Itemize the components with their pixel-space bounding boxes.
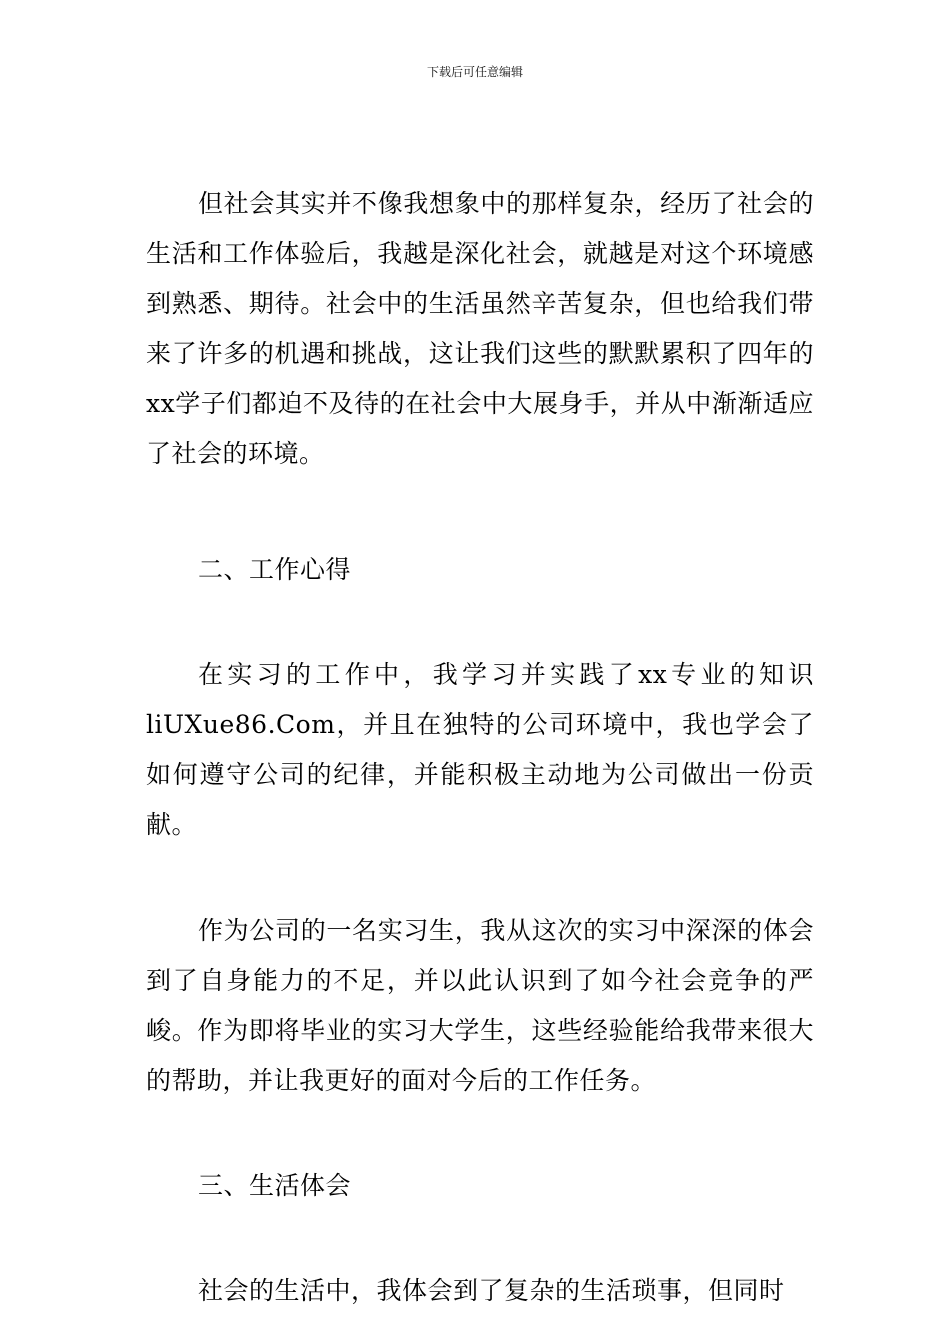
- body-paragraph: 但社会其实并不像我想象中的那样复杂，经历了社会的生活和工作体验后，我越是深化社会，就越是对这个环境感到熟悉、期待。社会中的生活虽然辛苦复杂，但也给我们带来了许多的机遇和挑战，这让我们这些的默默累积了四年的xx学子们都迫不及待的在社会中大展身手，并从中渐渐适应了社会的环境。: [146, 189, 814, 468]
- body-paragraph: 社会的生活中，我体会到了复杂的生活琐事，但同时: [198, 1276, 785, 1305]
- section-heading-life: 三、生活体会: [198, 1171, 352, 1200]
- body-paragraph: 在实习的工作中，我学习并实践了xx专业的知识liUXue86.Com，并且在独特的公司环境中，我也学会了如何遵守公司的纪律，并能积极主动地为公司做出一份贡献。: [146, 660, 814, 839]
- body-paragraph: 作为公司的一名实习生，我从这次的实习中深深的体会到了自身能力的不足，并以此认识到了如今社会竞争的严峻。作为即将毕业的实习大学生，这些经验能给我带来很大的帮助，并让我更好的面对今后的工作任务。: [146, 916, 814, 1095]
- page-header: 下载后可任意编辑: [426, 65, 523, 79]
- document-body: [146, 179, 814, 1316]
- section-heading-work: 二、工作心得: [198, 555, 352, 584]
